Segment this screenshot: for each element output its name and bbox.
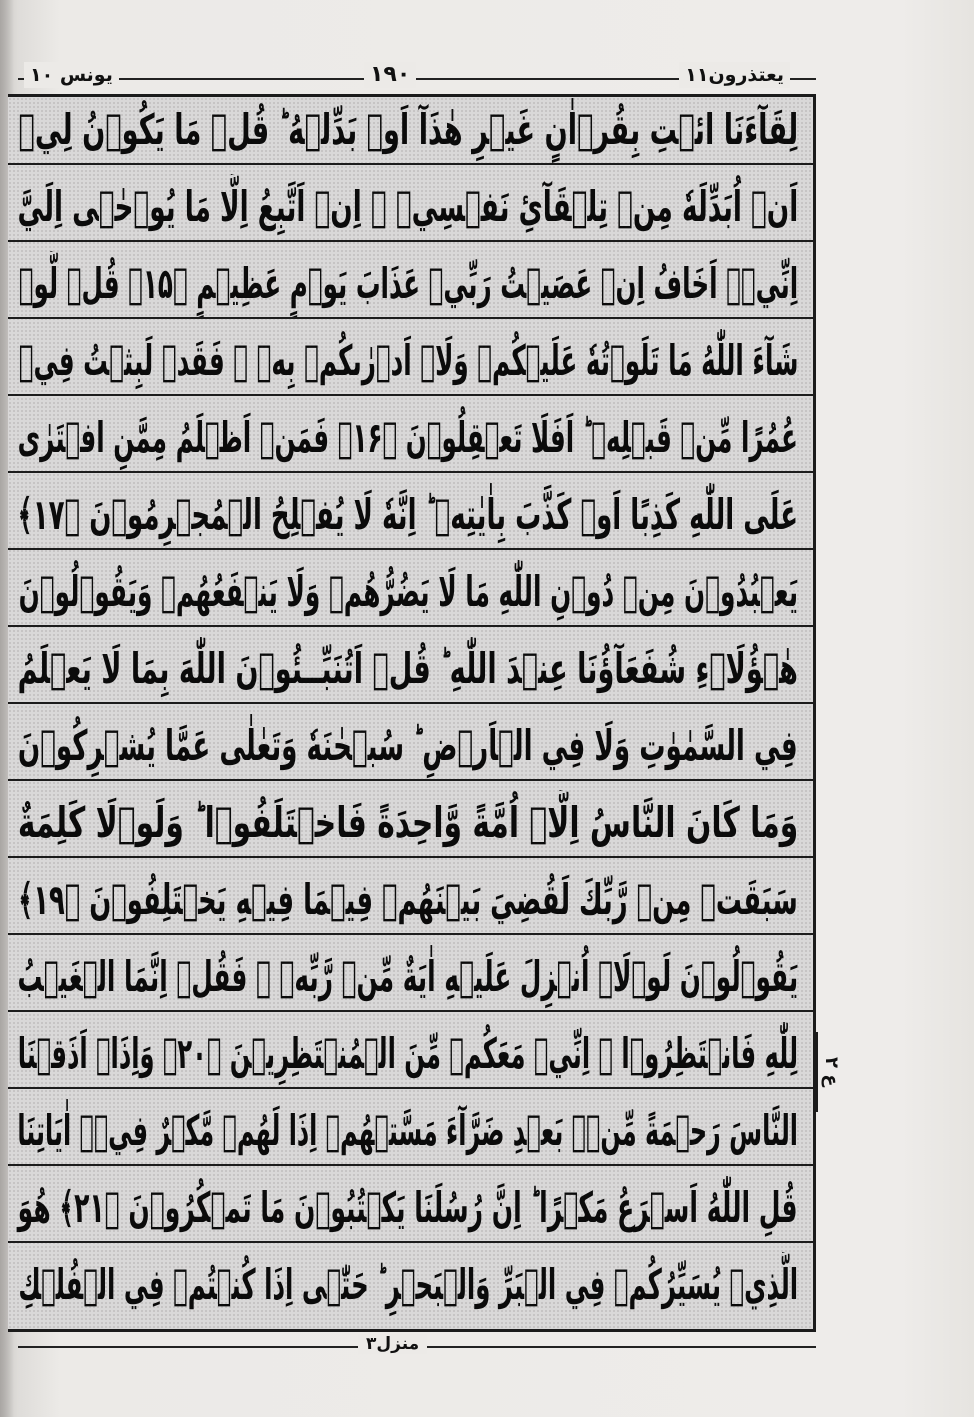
- juz-name: یعتذرون۱۱: [679, 62, 790, 88]
- line-text: لِلّٰهِ فَانۡتَظِرُوۡا ۚ اِنِّيۡ مَعَكُمۡ مِّنَ الۡمُنۡتَظِرِيۡنَ ﴿۲۰﴾ وَاِذَاۤ اَذَقۡنَا: [17, 1029, 798, 1078]
- text-line: [8, 1175, 816, 1243]
- line-text: قُلِ اللّٰهُ اَسۡرَعُ مَكۡرًا ؕ اِنَّ رُسُلَنَا يَكۡتُبُوۡنَ مَا تَمۡكُرُوۡنَ ﴿۲۱﴾ هُوَ: [18, 1183, 798, 1232]
- text-line: [8, 867, 816, 935]
- text-line: [8, 1252, 816, 1320]
- text-line: [8, 1098, 816, 1166]
- text-line: [8, 713, 816, 781]
- page-header: [18, 62, 816, 90]
- text-line: [8, 944, 816, 1012]
- line-text: عَلَى اللّٰهِ كَذِبًا اَوۡ كَذَّبَ بِاٰيٰتِهٖ ؕ اِنَّهٗ لَا يُفۡلِحُ الۡمُجۡرِمُوۡنَ ﴿۱۷﴾: [17, 490, 798, 539]
- text-line: [8, 559, 816, 627]
- line-text: يَقُوۡلُوۡنَ لَوۡلَاۤ اُنۡزِلَ عَلَيۡهِ اٰيَةٌ مِّنۡ رَّبِّهٖ ۚ فَقُلۡ اِنَّمَا الۡغَيۡبُ: [17, 952, 798, 1001]
- text-line: [8, 405, 816, 473]
- text-line: [8, 328, 816, 396]
- line-text: فِي السَّمٰوٰتِ وَلَا فِي الۡاَرۡضِ ؕ سُبۡحٰنَهٗ وَتَعٰلٰى عَمَّا يُشۡرِكُوۡنَ: [18, 721, 798, 770]
- line-text: اِنِّيۡۤ اَخَافُ اِنۡ عَصَيۡتُ رَبِّيۡ عَذَابَ يَوۡمٍ عَظِيۡمٍ ﴿۱۵﴾ قُلۡ لَّوۡ: [18, 259, 798, 308]
- text-line: [8, 636, 816, 704]
- surah-name: یونس ۱۰: [24, 62, 119, 88]
- page-footer: [18, 1336, 816, 1360]
- line-text: عُمُرًا مِّنۡ قَبۡلِهٖ ؕ اَفَلَا تَعۡقِلُوۡنَ ﴿۱۶﴾ فَمَنۡ اَظۡلَمُ مِمَّنِ افۡتَرٰى: [17, 413, 798, 462]
- line-text: النَّاسَ رَحۡمَةً مِّنۡۢ بَعۡدِ ضَرَّآءَ مَسَّتۡهُمۡ اِذَا لَهُمۡ مَّكۡرٌ فِيۡۤ اٰيَاتِنَا: [17, 1106, 798, 1155]
- line-text: وَمَا كَانَ النَّاسُ اِلَّاۤ اُمَّةً وَّاحِدَةً فَاخۡتَلَفُوۡا ؕ وَلَوۡلَا كَلِمَةٌ: [17, 798, 798, 847]
- line-text: هٰۤؤُلَاۤءِ شُفَعَآؤُنَا عِنۡدَ اللّٰهِ ؕ قُلۡ اَتُنَبِّــئُوۡنَ اللّٰهَ بِمَا لَا يَعۡلَمُ: [17, 644, 798, 693]
- text-line: [8, 482, 816, 550]
- text-line: [8, 251, 816, 319]
- text-line: [8, 174, 816, 242]
- manzil-label: منزل۳: [358, 1334, 427, 1354]
- text-line: [8, 790, 816, 858]
- line-text: اَنۡ اُبَدِّلَهٗ مِنۡ تِلۡقَآئِ نَفۡسِيۡ ۚ اِنۡ اَتَّبِعُ اِلَّا مَا يُوۡحٰۤى اِلَيَّ: [17, 182, 798, 231]
- line-text: لِقَآءَنَا ائۡتِ بِقُرۡاٰنٍ غَيۡرِ هٰذَآ اَوۡ بَدِّلۡهُ ؕ قُلۡ مَا يَكُوۡنُ لِيۡ: [18, 105, 798, 154]
- line-text: سَبَقَتۡ مِنۡ رَّبِّكَ لَقُضِيَ بَيۡنَهُمۡ فِيۡمَا فِيۡهِ يَخۡتَلِفُوۡنَ ﴿۱۹﴾: [18, 875, 798, 924]
- line-text: الَّذِيۡ يُسَيِّرُكُمۡ فِي الۡبَرِّ وَالۡبَحۡرِ ؕ حَتّٰۤى اِذَا كُنۡتُمۡ فِي الۡفُلۡكِ: [18, 1260, 798, 1309]
- page-number: ۱۹۰: [364, 62, 416, 88]
- text-line: [8, 1021, 816, 1089]
- text-line: [8, 97, 816, 165]
- line-text: شَآءَ اللّٰهُ مَا تَلَوۡتُهٗ عَلَيۡكُمۡ وَلَاۤ اَدۡرٰٮكُمۡ بِهٖ ۖ فَقَدۡ لَبِثۡتُ فِيۡ: [18, 336, 798, 385]
- ruku-mark: ع ۲: [821, 1057, 842, 1087]
- line-text: يَعۡبُدُوۡنَ مِنۡ دُوۡنِ اللّٰهِ مَا لَا يَضُرُّهُمۡ وَلَا يَنۡفَعُهُمۡ وَيَقُوۡلُوۡنَ: [18, 567, 798, 616]
